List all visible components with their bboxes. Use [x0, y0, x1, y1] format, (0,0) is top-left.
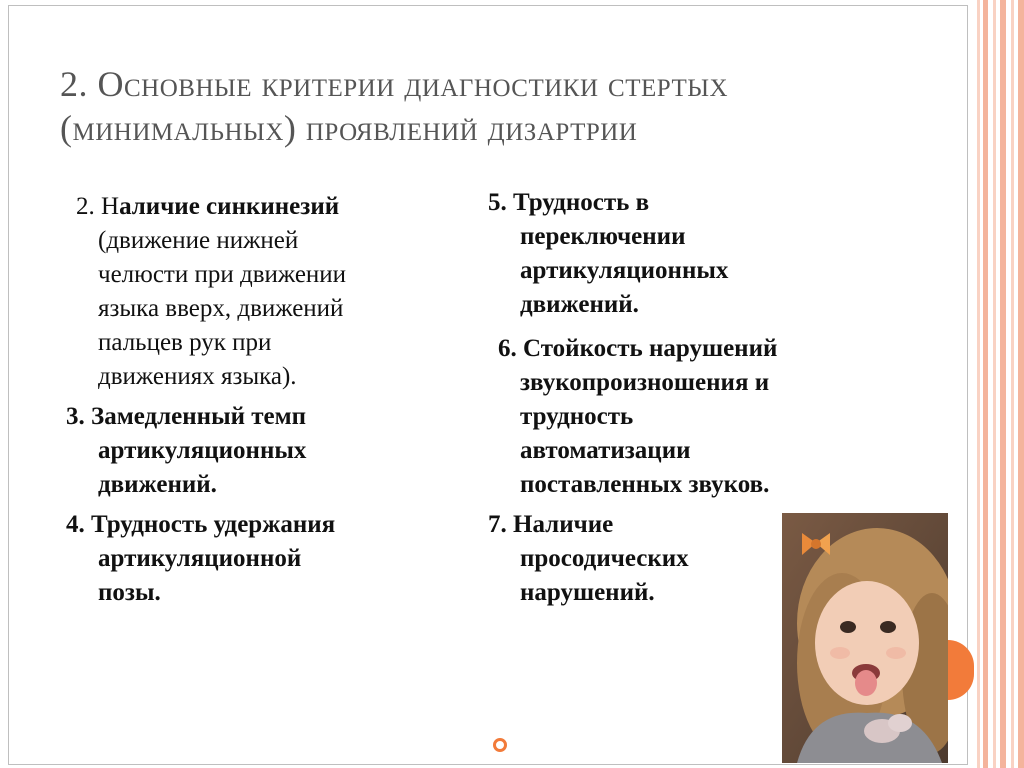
decorative-stripes	[968, 0, 1024, 768]
criterion-5	[488, 186, 888, 322]
criterion-4-line: позы.	[98, 579, 161, 606]
criterion-4-first: 4. Трудность удержания	[66, 511, 336, 538]
slide-title	[60, 62, 960, 150]
criterion-7-line: просодических	[520, 545, 689, 572]
criterion-7-first: 7. Наличие	[488, 511, 614, 538]
criterion-6-line: поставленных звуков.	[520, 471, 770, 498]
criterion-2-line: (движение нижней	[98, 227, 299, 254]
criterion-4	[66, 508, 466, 610]
criterion-5-line: движений.	[520, 291, 639, 318]
criterion-3-first: 3. Замедленный темп	[66, 403, 307, 430]
title-line-2: (минимальных) проявлений дизартрии	[60, 108, 638, 148]
criterion-6-first: 6. Стойкость нарушений	[498, 335, 778, 362]
criterion-2-line: языка вверх, движений	[98, 295, 344, 322]
criterion-2-prefix: 2. Н	[76, 193, 120, 220]
criterion-2-line: челюсти при движении	[98, 261, 347, 288]
criterion-6	[488, 332, 888, 502]
criterion-2-line: пальцев рук при	[98, 329, 272, 356]
criterion-3-line: артикуляционных	[98, 437, 307, 464]
criterion-2-line: движениях языка).	[98, 363, 297, 390]
criterion-2-bold: аличие синкинезий	[119, 193, 340, 220]
criterion-2	[66, 190, 466, 394]
orange-circle-icon	[493, 738, 507, 752]
child-tongue-out-photo	[782, 513, 948, 763]
criterion-6-line: трудность	[520, 403, 634, 430]
left-column	[66, 190, 466, 616]
criterion-5-line: артикуляционных	[520, 257, 729, 284]
criterion-3-line: движений.	[98, 471, 217, 498]
criterion-5-first: 5. Трудность в	[488, 189, 650, 216]
criterion-6-line: звукопроизношения и	[520, 369, 770, 396]
criterion-4-line: артикуляционной	[98, 545, 302, 572]
criterion-3	[66, 400, 466, 502]
title-line-1: 2. Основные критерии диагностики стертых	[60, 64, 729, 104]
criterion-5-line: переключении	[520, 223, 686, 250]
criterion-6-line: автоматизации	[520, 437, 691, 464]
criterion-7-line: нарушений.	[520, 579, 655, 606]
